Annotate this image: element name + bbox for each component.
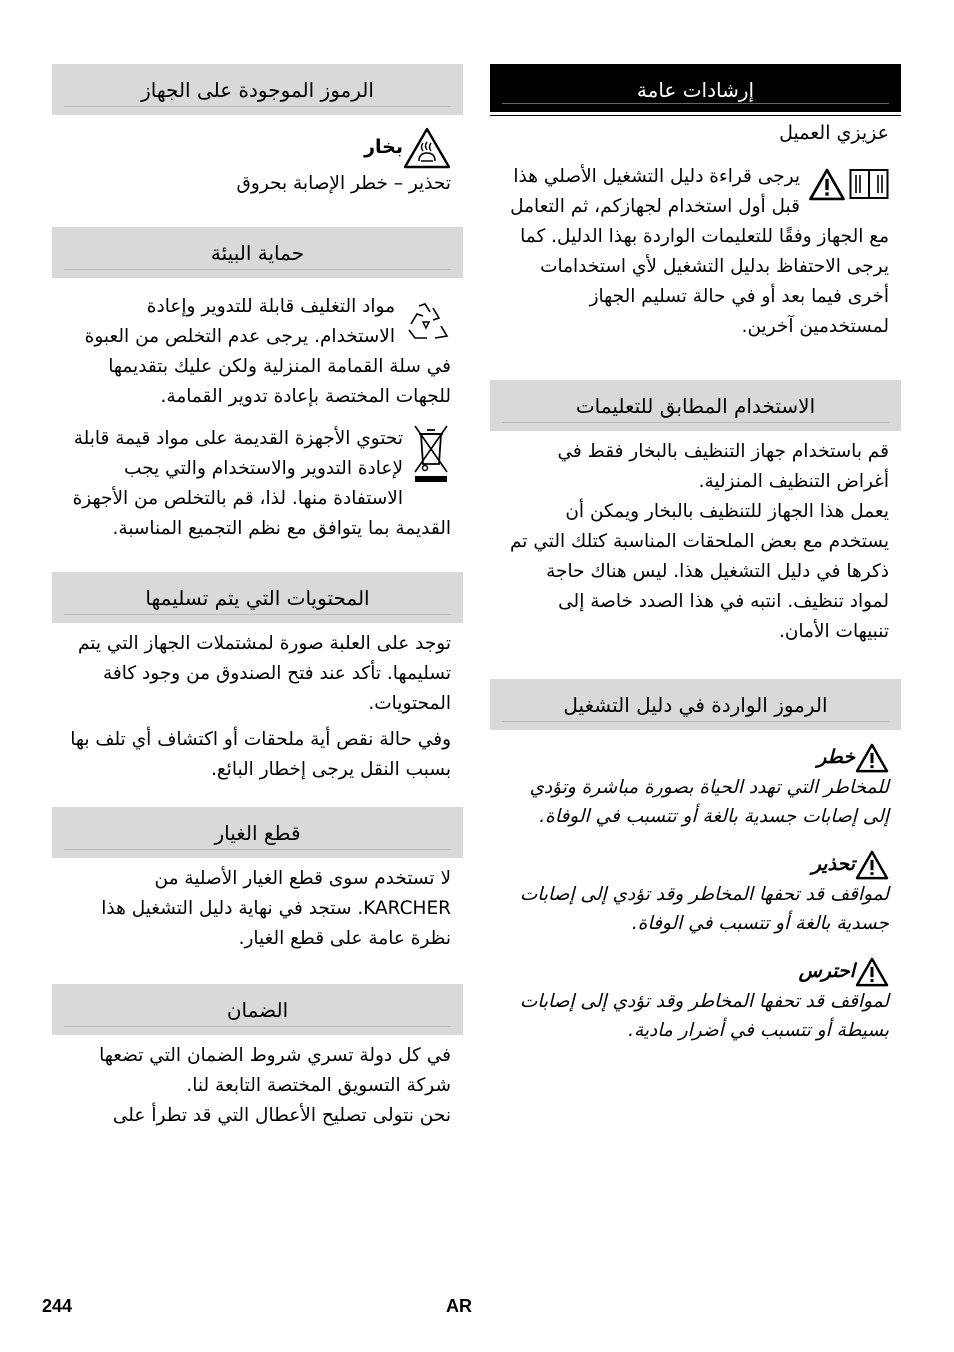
steam-label: بخار bbox=[364, 136, 403, 158]
book-icon bbox=[849, 168, 889, 200]
steam-symbol-row bbox=[64, 127, 451, 169]
section-header-general bbox=[490, 64, 901, 115]
device-symbols-body bbox=[52, 127, 463, 199]
spare-parts-text: لا تستخدم سوى قطع الغيار الأصلية من KARCHER. ستجد في نهاية دليل التشغيل هذا نظرة عامة على قطع الغيار. bbox=[101, 868, 451, 949]
contents-body bbox=[52, 629, 463, 785]
general-body bbox=[490, 118, 901, 342]
section-header-device-symbols bbox=[52, 64, 463, 115]
warning-triangle-icon bbox=[855, 957, 889, 987]
page-number: 244 bbox=[42, 1296, 73, 1316]
warning-block bbox=[502, 849, 889, 938]
right-column bbox=[490, 64, 901, 1045]
hot-steam-icon bbox=[403, 127, 451, 169]
section-header-symbols bbox=[490, 679, 901, 730]
section-header-contents bbox=[52, 572, 463, 623]
section-title: الرموز الموجودة على الجهاز bbox=[141, 78, 374, 102]
left-column bbox=[52, 64, 463, 1131]
section-title: الضمان bbox=[226, 998, 289, 1022]
proper-use-p2: يعمل هذا الجهاز للتنظيف بالبخار ويمكن أن يستخدم مع بعض الملحقات المناسبة كتلك التي تم ذكرها في دليل التشغيل هذا. ليس هناك حاجة لمواد تنظيف. انتبه في هذا الصدد خاصة إلى تنبيهات الأمان. bbox=[510, 501, 889, 642]
caution-text: لمواقف قد تحفها المخاطر وقد تؤدي إلى إصابات بسيطة أو تتسبب في أضرار مادية. bbox=[519, 991, 889, 1041]
section-title: إرشادات عامة bbox=[636, 78, 755, 102]
proper-use-p1: قم باستخدام جهاز التنظيف بالبخار فقط في أغراض التنظيف المنزلية. bbox=[557, 441, 889, 492]
steam-text: تحذير – خطر الإصابة بحروق bbox=[236, 173, 451, 194]
warning-label: تحذير bbox=[811, 853, 855, 875]
general-paragraph: يرجى قراءة دليل التشغيل الأصلي هذا قبل أول استخدام لجهازكم، ثم التعامل مع الجهاز وفقًا للتعليمات الواردة بهذا الدليل. كما يرجى الاحتفاظ بدليل التشغيل لأي استخدامات أخرى فيما بعد أو في حالة تسليم الجهاز لمستخدمين آخرين. bbox=[510, 166, 889, 337]
general-text bbox=[502, 162, 889, 342]
contents-p1: توجد على العلبة صورة لمشتملات الجهاز التي يتم تسليمها. تأكد عند فتح الصندوق من وجود كافة المحتويات. bbox=[77, 633, 451, 714]
danger-text: للمخاطر التي تهدد الحياة بصورة مباشرة وتؤدي إلى إصابات جسدية بالغة أو تتسبب في الوفاة. bbox=[529, 777, 889, 827]
environment-p2 bbox=[64, 424, 451, 544]
caution-label: احترس bbox=[798, 960, 855, 982]
warranty-p2: نحن نتولى تصليح الأعطال التي قد تطرأ على bbox=[112, 1105, 451, 1126]
section-header-spare-parts bbox=[52, 807, 463, 858]
warning-triangle-icon bbox=[808, 168, 846, 201]
section-title: قطع الغيار bbox=[214, 821, 301, 845]
warning-triangle-icon bbox=[855, 850, 889, 880]
language-code: AR bbox=[446, 1296, 472, 1316]
read-manual-icons bbox=[808, 168, 889, 201]
section-title: الرموز الواردة في دليل التشغيل bbox=[563, 693, 828, 717]
spare-parts-body bbox=[52, 864, 463, 954]
section-title: الاستخدام المطابق للتعليمات bbox=[575, 394, 816, 418]
danger-label: خطر bbox=[817, 746, 855, 768]
environment-p1 bbox=[64, 292, 451, 412]
section-title: المحتويات التي يتم تسليمها bbox=[145, 586, 370, 610]
warning-text: لمواقف قد تحفها المخاطر وقد تؤدي إلى إصابات جسدية بالغة أو تتسبب في الوفاة. bbox=[519, 884, 889, 934]
proper-use-body bbox=[490, 437, 901, 647]
section-header-environment bbox=[52, 227, 463, 278]
symbols-body bbox=[490, 742, 901, 1045]
contents-p2: وفي حالة نقص أية ملحقات أو اكتشاف أي تلف بها بسبب النقل يرجى إخطار البائع. bbox=[70, 729, 451, 780]
environment-paragraph-2: تحتوي الأجهزة القديمة على مواد قيمة قابلة لإعادة التدوير والاستخدام والتي يجب الاستفادة منها. لذا، قم بالتخلص من الأجهزة القديمة بما يتوافق مع نظم التجميع المناسبة. bbox=[72, 428, 451, 539]
crossed-bin-icon bbox=[411, 422, 451, 486]
section-header-proper-use bbox=[490, 380, 901, 431]
caution-block bbox=[502, 956, 889, 1045]
section-title: حماية البيئة bbox=[210, 241, 305, 265]
danger-block bbox=[502, 742, 889, 831]
warranty-p1: في كل دولة تسري شروط الضمان التي تضعها شركة التسويق المختصة التابعة لنا. bbox=[99, 1045, 451, 1096]
warranty-body bbox=[52, 1041, 463, 1131]
salutation: عزيزي العميل bbox=[779, 122, 889, 144]
section-header-warranty bbox=[52, 984, 463, 1035]
warning-triangle-icon bbox=[855, 743, 889, 773]
environment-body bbox=[52, 292, 463, 544]
recycle-icon bbox=[403, 300, 451, 344]
environment-paragraph-1: مواد التغليف قابلة للتدوير وإعادة الاستخدام. يرجى عدم التخلص من العبوة في سلة القمامة المنزلية ولكن عليك بتقديمها للجهات المختصة بإعادة تدوير القمامة. bbox=[84, 296, 451, 407]
